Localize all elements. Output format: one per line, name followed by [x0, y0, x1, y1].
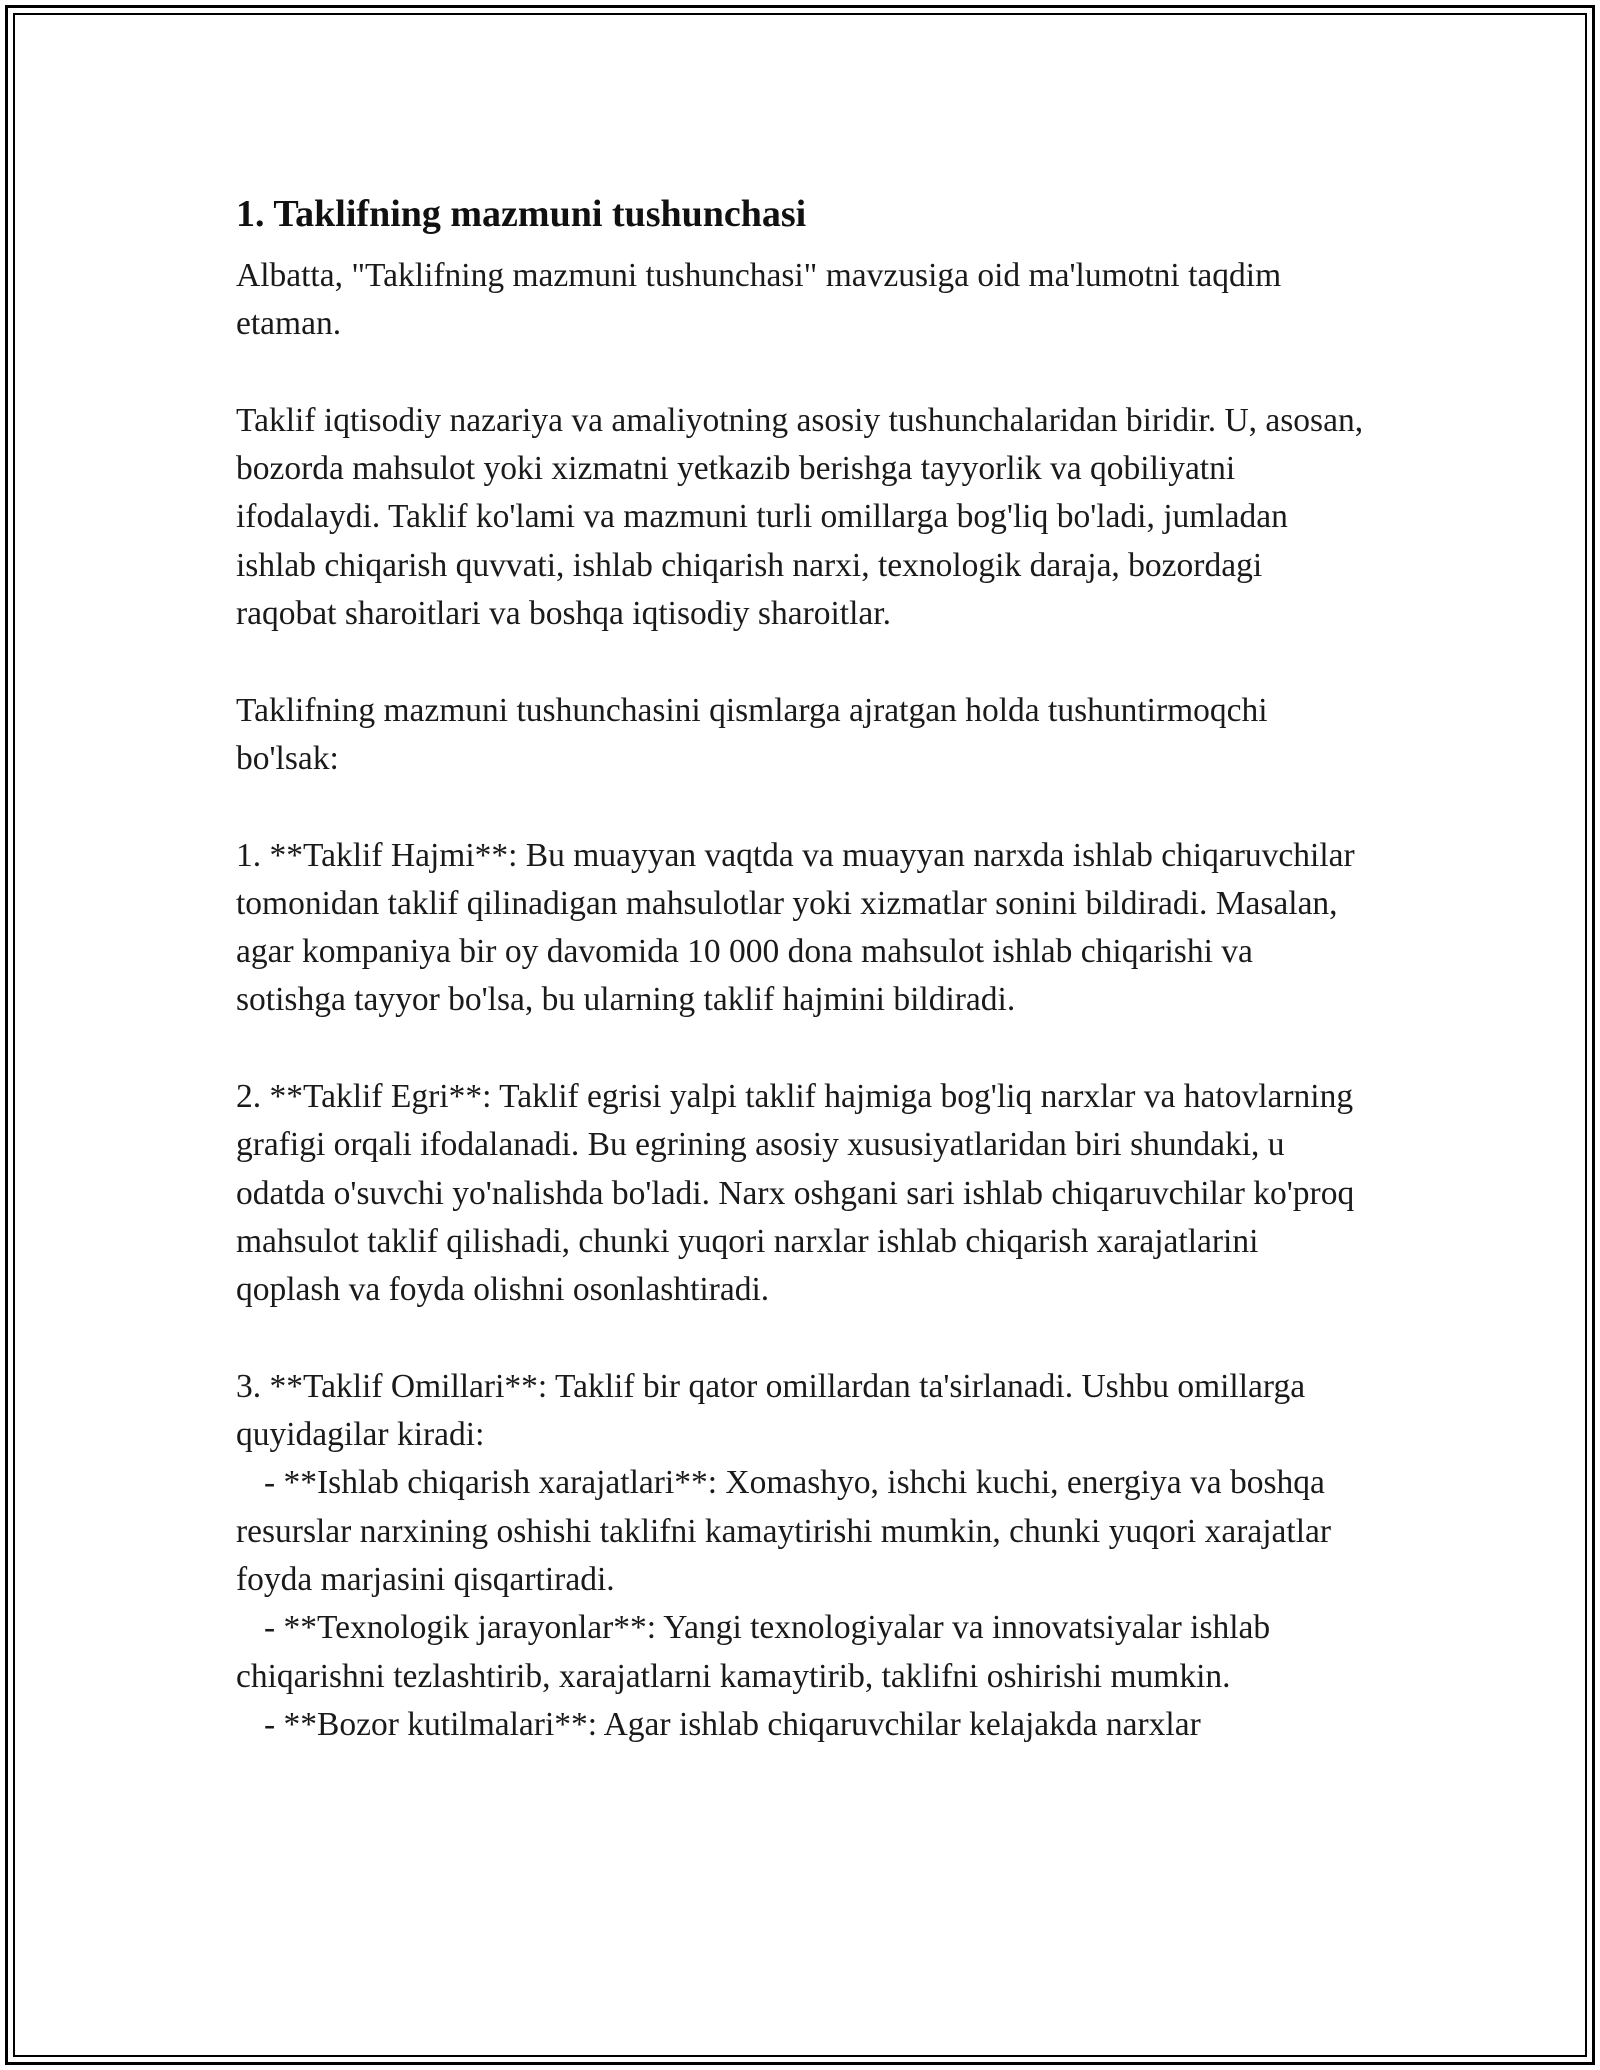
- list-item-taklif-egri: 2. **Taklif Egri**: Taklif egrisi yalpi taklif hajmiga bog'liq narxlar va hatovlarning grafigi orqali ifodalanadi. Bu egrining asosiy xususiyatlaridan biri shundaki, u odatda o'suvchi yo'nalishda bo'ladi. Narx oshgani sari ishlab chiqaruvchilar ko'proq mahsulot taklif qilishadi, chunki yuqori narxlar ishlab chiqarish xarajatlarini qoplash va foyda olishni osonlashtiradi.: [236, 1078, 1355, 1309]
- sub-item-ishlab-chiqarish-xarajatlari: [236, 1459, 1366, 1604]
- sub-item-text: - **Ishlab chiqarish xarajatlari**: Xomashyo, ishchi kuchi, energiya va boshqa resurslar narxining oshishi taklifni kamaytirishi mumkin, chunki yuqori xarajatlar foyda marjasini qisqartiradi.: [236, 1464, 1332, 1599]
- sub-item-texnologik-jarayonlar: [236, 1604, 1366, 1701]
- paragraph-intro: Albatta, "Taklifning mazmuni tushunchasi" mavzusiga oid ma'lumotni taqdim etaman.: [236, 257, 1282, 343]
- list-item-taklif-hajmi: 1. **Taklif Hajmi**: Bu muayyan vaqtda va muayyan narxda ishlab chiqaruvchilar tomonidan taklif qilinadigan mahsulotlar yoki xizmatlar sonini bildiradi. Masalan, agar kompaniya bir oy davomida 10 000 dona mahsulot ishlab chiqarishi va sotishga tayyor bo'lsa, bu ularning taklif hajmini bildiradi.: [236, 836, 1355, 1019]
- sub-item-bozor-kutilmalari: [236, 1701, 1366, 1749]
- paragraph-definition: Taklif iqtisodiy nazariya va amaliyotning asosiy tushunchalaridan biridir. U, asosan, bozorda mahsulot yoki xizmatni yetkazib berishga tayyorlik va qobiliyatni ifodalaydi. Taklif ko'lami va mazmuni turli omillarga bog'liq bo'ladi, jumladan ishlab chiqarish quvvati, ishlab chiqarish narxi, texnologik daraja, bozordagi raqobat sharoitlari va boshqa iqtisodiy sharoitlar.: [236, 401, 1364, 633]
- document-body: [236, 190, 1366, 1749]
- document-title: 1. Taklifning mazmuni tushunchasi: [236, 193, 807, 235]
- sub-item-text: - **Texnologik jarayonlar**: Yangi texnologiyalar va innovatsiyalar ishlab chiqarishni tezlashtirib, xarajatlarni kamaytirib, taklifni oshirishi mumkin.: [236, 1609, 1271, 1695]
- list-item-taklif-omillari: 3. **Taklif Omillari**: Taklif bir qator omillardan ta'sirlanadi. Ushbu omillarga quyidagilar kiradi:: [236, 1367, 1306, 1454]
- sub-item-text: - **Bozor kutilmalari**: Agar ishlab chiqaruvchilar kelajakda narxlar: [264, 1705, 1201, 1743]
- paragraph-lead-in: Taklifning mazmuni tushunchasini qismlarga ajratgan holda tushuntirmoqchi bo'lsak:: [236, 691, 1268, 777]
